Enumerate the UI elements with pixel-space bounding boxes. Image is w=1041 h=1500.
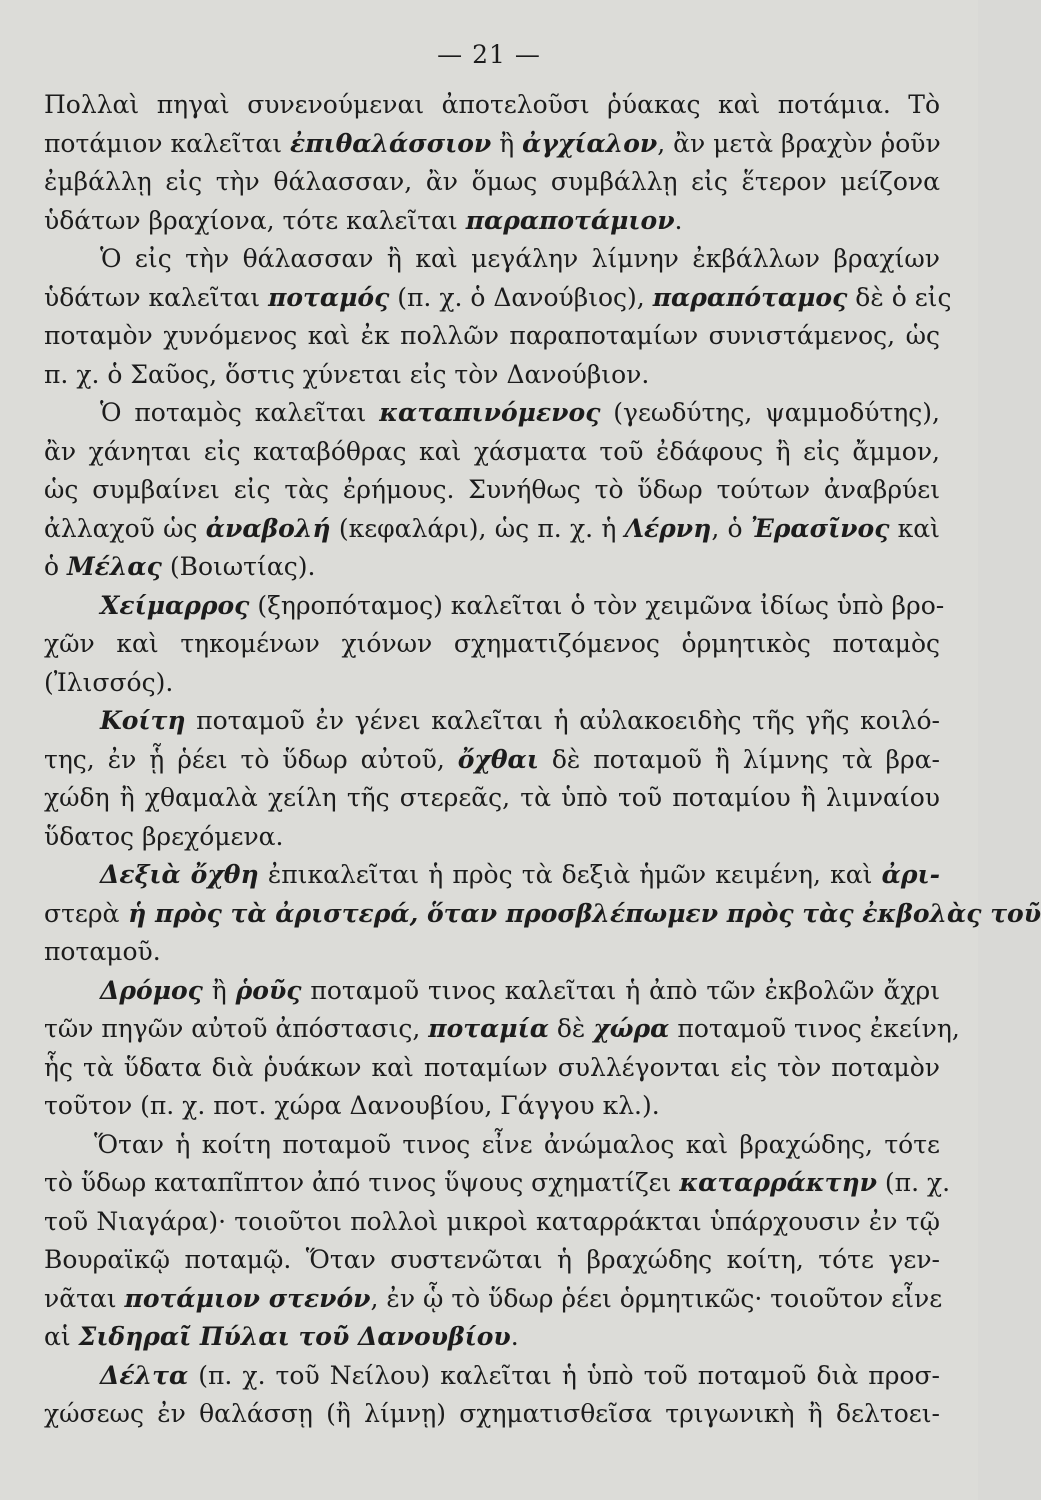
italic-term: ἀγχίαλον (522, 128, 658, 158)
italic-term: Λέρνη (624, 513, 712, 543)
text-run: τοῦ Νιαγάρα)· τοιοῦτοι πολλοὶ μικροὶ καταρράκται ὑπάρχουσιν ἐν τῷ (44, 1206, 940, 1236)
text-run: . (510, 1322, 519, 1351)
text-line (44, 471, 940, 510)
text-line (44, 741, 940, 780)
text-line (44, 125, 940, 164)
text-run: τὸ ὕδωρ καταπῖπτον ἀπό τινος ὕψους σχηματίζει (44, 1168, 680, 1197)
italic-term: ὄχθαι (457, 744, 539, 774)
text-run: π. χ. ὁ Σαῦος, ὅστις χύνεται εἰς τὸν Δανούβιον. (44, 359, 650, 389)
text-run: (π. χ. (876, 1168, 951, 1197)
text-line (44, 1049, 940, 1088)
italic-term: καταπινόμενος (379, 398, 601, 427)
text-run: Ὁ εἰς τὴν θάλασσαν ἢ καὶ μεγάλην λίμνην ἐκβάλλων βραχίων (100, 244, 940, 273)
text-run: τῶν πηγῶν αὐτοῦ ἀπόστασις, (44, 1014, 429, 1043)
text-run: νᾶται (44, 1283, 125, 1313)
text-run: ποταμοῦ ἐν γένει καλεῖται ἡ αὐλακοειδὴς τῆς γῆς κοιλό- (185, 706, 940, 735)
text-run: ὑδάτων καλεῖται (44, 282, 269, 312)
text-line (44, 1241, 940, 1280)
text-run: ἐμβάλλῃ εἰς τὴν θάλασσαν, ἂν ὅμως συμβάλλῃ εἰς ἕτερον μείζονα (44, 167, 940, 196)
text-run: τοῦτον (π. χ. ποτ. χώρα Δανουβίου, Γάγγου κλ.). (44, 1091, 660, 1120)
body-text (44, 86, 1041, 1434)
text-run: ὁ (44, 552, 67, 581)
text-run: Πολλαὶ πηγαὶ συνενούμεναι ἀποτελοῦσι ῥύακας καὶ ποτάμια. Τὸ (44, 90, 940, 119)
text-line (44, 202, 940, 241)
text-line (44, 1164, 951, 1203)
text-line (44, 779, 940, 818)
text-run: ποταμοῦ. (44, 937, 161, 966)
italic-term: Ἐρασῖνος (750, 513, 890, 543)
text-line (44, 664, 940, 703)
italic-term: ἐπιθαλάσσιον (290, 128, 492, 158)
text-run: στερὰ (44, 898, 120, 928)
text-line (44, 86, 940, 125)
text-run: , ὁ (711, 513, 751, 543)
text-line (44, 1318, 940, 1357)
italic-term: Δεξιὰ ὄχθη (100, 860, 259, 889)
italic-term: Κοίτη (100, 706, 186, 735)
text-line (44, 356, 940, 395)
text-line (44, 548, 940, 587)
italic-term: Σιδηραῖ Πύλαι τοῦ Δανουβίου (78, 1322, 511, 1351)
text-run: , ἂν μετὰ βραχὺν ῥοῦν (657, 128, 941, 158)
text-run: Ὅταν ἡ κοίτη ποταμοῦ τινος εἶνε ἀνώμαλος καὶ βραχώδης, τότε (94, 1129, 940, 1159)
italic-term: ποταμός (268, 282, 390, 312)
text-run: (γεωδύτης, ψαμμοδύτης), (600, 398, 940, 427)
text-run: ποταμὸν χυνόμενος καὶ ἐκ πολλῶν παραποταμίων συνιστάμενος, ὡς (44, 321, 940, 350)
text-line (44, 856, 940, 895)
italic-term: ποτάμιον στενόν (124, 1283, 371, 1313)
italic-term: ἀναβολή (205, 513, 331, 543)
text-line (44, 433, 940, 472)
text-line (44, 1280, 943, 1319)
text-line (44, 587, 945, 626)
text-line (44, 510, 940, 549)
text-run: δὲ (548, 1014, 594, 1043)
text-run: δὲ ὁ εἰς (847, 282, 952, 312)
text-run: χώδη ἢ χθαμαλὰ χείλη τῆς στερεᾶς, τὰ ὑπὸ τοῦ ποταμίου ἢ λιμναίου (44, 783, 940, 812)
text-run: (π. χ. τοῦ Νείλου) καλεῖται ἡ ὑπὸ τοῦ ποταμοῦ διὰ προσ- (188, 1360, 940, 1390)
text-line (44, 702, 940, 741)
text-line (44, 317, 940, 356)
text-run: ὡς συμβαίνει εἰς τὰς ἐρήμους. Συνήθως τὸ ὕδωρ τούτων ἀναβρύει (44, 475, 940, 504)
text-run: Ὁ ποταμὸς καλεῖται (100, 398, 380, 427)
text-run: (ξηροπόταμος) καλεῖται ὁ τὸν χειμῶνα ἰδίως ὑπὸ βρο- (249, 590, 945, 620)
italic-term: ἀρι- (881, 860, 940, 889)
text-run: της, ἐν ᾗ ῥέει τὸ ὕδωρ αὐτοῦ, (44, 744, 458, 774)
text-run: ὑδάτων βραχίονα, τότε καλεῖται (44, 205, 466, 235)
text-run: ἀλλαχοῦ ὡς (44, 513, 206, 543)
text-line (44, 394, 940, 433)
text-run: ἢ (202, 975, 236, 1005)
text-line (44, 163, 940, 202)
italic-term: ῥοῦς (235, 975, 302, 1005)
text-run: αἱ (44, 1322, 79, 1351)
text-run: , ἐν ᾧ τὸ ὕδωρ ῥέει ὁρμητικῶς· τοιοῦτον εἶνε (370, 1283, 943, 1313)
text-run: χῶν καὶ τηκομένων χιόνων σχηματιζόμενος ὁρμητικὸς ποταμὸς (44, 629, 940, 658)
text-run: (π. χ. ὁ Δανούβιος), (389, 282, 653, 312)
text-line (44, 279, 952, 318)
text-run: δὲ ποταμοῦ ἢ λίμνης τὰ βρα- (538, 744, 940, 774)
text-run: ἢ (491, 128, 523, 158)
italic-term: χώρα (593, 1014, 670, 1043)
italic-term: Δέλτα (100, 1360, 189, 1390)
text-line (44, 1087, 940, 1126)
text-line (44, 1010, 960, 1049)
text-line (44, 1395, 940, 1434)
text-run: ἂν χάνηται εἰς καταβόθρας καὶ χάσματα τοῦ ἐδάφους ἢ εἰς ἄμμον, (44, 436, 940, 466)
text-run: (Βοιωτίας). (161, 552, 316, 581)
text-line (44, 933, 940, 972)
text-run: Βουραϊκῷ ποταμῷ. Ὅταν συστενῶται ἡ βραχώδης κοίτη, τότε γεν- (44, 1245, 940, 1274)
text-run: ποταμοῦ τινος ἐκείνη, (669, 1014, 960, 1043)
text-run: . (674, 205, 683, 235)
text-line (44, 625, 940, 664)
italic-term: Δρόμος (100, 975, 203, 1005)
italic-term: Χείμαρρος (100, 590, 250, 620)
text-line (44, 895, 1041, 934)
italic-term: Μέλας (67, 552, 162, 581)
italic-term: καταρράκτην (679, 1168, 877, 1197)
italic-term: ποταμία (428, 1014, 549, 1043)
text-run: ἧς τὰ ὕδατα διὰ ῥυάκων καὶ ποταμίων συλλέγονται εἰς τὸν ποταμὸν (44, 1052, 940, 1082)
text-line (44, 240, 940, 279)
text-run: χώσεως ἐν θαλάσσῃ (ἢ λίμνῃ) σχηματισθεῖσα τριγωνικὴ ἢ δελτοει- (44, 1399, 940, 1428)
italic-term: παραπόταμος (652, 282, 848, 312)
text-run: ποταμοῦ τινος καλεῖται ἡ ἀπὸ τῶν ἐκβολῶν ἄχρι (301, 975, 940, 1005)
text-line (44, 1357, 940, 1396)
text-run: ὕδατος βρεχόμενα. (44, 821, 284, 851)
italic-term: παραποτάμιον (465, 205, 675, 235)
text-run: ποτάμιον καλεῖται (44, 128, 291, 158)
text-run: (κεφαλάρι), ὡς π. χ. ἡ (330, 513, 625, 543)
text-line (44, 1126, 940, 1165)
text-run: (Ἰλισσός). (44, 667, 174, 697)
italic-term: ἡ πρὸς τὰ ἀριστερά, ὅταν προσβλέπωμεν πρὸς τὰς ἐκβολὰς τοῦ (119, 898, 1041, 928)
text-line (44, 972, 940, 1011)
text-line (44, 1203, 940, 1242)
page-number: — 21 — (437, 40, 541, 69)
text-line (44, 818, 940, 857)
text-run: καὶ (889, 513, 940, 543)
text-run: ἐπικαλεῖται ἡ πρὸς τὰ δεξιὰ ἡμῶν κειμένη, καὶ (258, 860, 882, 889)
